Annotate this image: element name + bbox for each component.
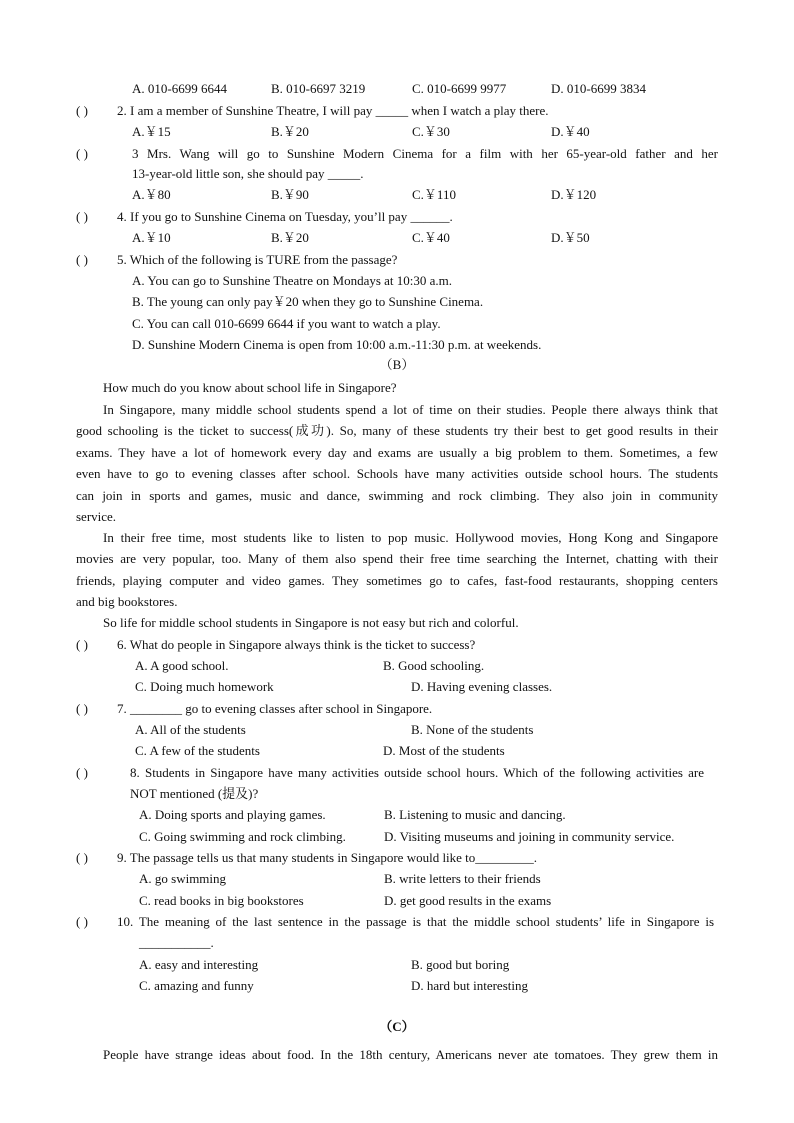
q10-stem-line1: 10. The meaning of the last sentence in the passage is that the middle school students’ life in Singapore is xyxy=(117,914,714,929)
q6-answer-bracket[interactable]: ( ) xyxy=(76,637,88,652)
q4-option-b[interactable]: B.￥20 xyxy=(271,230,309,245)
q9-option-d[interactable]: D. get good results in the exams xyxy=(384,893,552,908)
q3-stem-line2: 13-year-old little son, she should pay _____. xyxy=(132,166,364,181)
q3-option-b[interactable]: B.￥90 xyxy=(271,187,309,202)
q8-option-d[interactable]: D. Visiting museums and joining in community service. xyxy=(384,829,675,844)
q5-option-a[interactable]: A. You can go to Sunshine Theatre on Mondays at 10:30 a.m. xyxy=(132,273,453,288)
q8-option-c[interactable]: C. Going swimming and rock climbing. xyxy=(139,829,346,844)
q5-option-d[interactable]: D. Sunshine Modern Cinema is open from 10:00 a.m.-11:30 p.m. at weekends. xyxy=(132,337,542,352)
q1-option-d[interactable]: D. 010-6699 3834 xyxy=(551,81,646,96)
q7-option-a[interactable]: A. All of the students xyxy=(135,722,246,737)
q7-answer-bracket[interactable]: ( ) xyxy=(76,701,88,716)
q1-option-c[interactable]: C. 010-6699 9977 xyxy=(412,81,507,96)
q4-option-a[interactable]: A.￥10 xyxy=(132,230,171,245)
q1-option-b[interactable]: B. 010-6697 3219 xyxy=(271,81,366,96)
section-c-heading: （C） xyxy=(379,1019,415,1034)
q10-option-a[interactable]: A. easy and interesting xyxy=(139,957,259,972)
section-b-p2-line2: movies are very popular, too. Many of them also spend their free time searching the Internet, chatting with their xyxy=(76,551,718,566)
q7-option-b[interactable]: B. None of the students xyxy=(411,722,534,737)
q6-stem: 6. What do people in Singapore always think is the ticket to success? xyxy=(117,637,476,652)
q1-option-a[interactable]: A. 010-6699 6644 xyxy=(132,81,227,96)
q9-option-c[interactable]: C. read books in big bookstores xyxy=(139,893,304,908)
section-b-p3: So life for middle school students in Singapore is not easy but rich and colorful. xyxy=(103,615,519,630)
q2-stem: 2. I am a member of Sunshine Theatre, I will pay _____ when I watch a play there. xyxy=(117,103,549,118)
q10-answer-bracket[interactable]: ( ) xyxy=(76,914,88,929)
q7-stem: 7. ________ go to evening classes after school in Singapore. xyxy=(117,701,433,716)
section-b-p1-line1: In Singapore, many middle school students spend a lot of time on their studies. People there always think that xyxy=(103,402,718,417)
section-b-p1-line2: good schooling is the ticket to success(成功). So, many of these students try their best to get good results in their xyxy=(76,423,718,438)
q4-option-d[interactable]: D.￥50 xyxy=(551,230,590,245)
q9-answer-bracket[interactable]: ( ) xyxy=(76,850,88,865)
q5-stem: 5. Which of the following is TURE from the passage? xyxy=(117,252,398,267)
q9-option-b[interactable]: B. write letters to their friends xyxy=(384,871,541,886)
q8-answer-bracket[interactable]: ( ) xyxy=(76,765,88,780)
q10-stem-line2: ___________. xyxy=(139,935,214,950)
q4-answer-bracket[interactable]: ( ) xyxy=(76,209,88,224)
q8-option-a[interactable]: A. Doing sports and playing games. xyxy=(139,807,326,822)
q4-stem: 4. If you go to Sunshine Cinema on Tuesday, you’ll pay ______. xyxy=(117,209,453,224)
section-b-p1-line4: even have to go to evening classes after school. Schools have many activities outside school hours. The students xyxy=(76,466,718,481)
q6-option-d[interactable]: D. Having evening classes. xyxy=(411,679,553,694)
q4-option-c[interactable]: C.￥40 xyxy=(412,230,450,245)
q10-option-d[interactable]: D. hard but interesting xyxy=(411,978,528,993)
q10-option-b[interactable]: B. good but boring xyxy=(411,957,510,972)
q2-option-a[interactable]: A.￥15 xyxy=(132,124,171,139)
q7-option-d[interactable]: D. Most of the students xyxy=(383,743,505,758)
section-b-p1-line3: exams. They have a lot of homework every day and exams are usually a big problem to them. Sometimes, a few xyxy=(76,445,718,460)
q3-option-c[interactable]: C.￥110 xyxy=(412,187,456,202)
q3-answer-bracket[interactable]: ( ) xyxy=(76,146,88,161)
q8-stem-line1: 8. Students in Singapore have many activities outside school hours. Which of the following activities are xyxy=(130,765,704,780)
q9-stem: 9. The passage tells us that many students in Singapore would like to_________. xyxy=(117,850,538,865)
q3-option-a[interactable]: A.￥80 xyxy=(132,187,171,202)
q5-answer-bracket[interactable]: ( ) xyxy=(76,252,88,267)
q5-option-c[interactable]: C. You can call 010-6699 6644 if you want to watch a play. xyxy=(132,316,441,331)
q3-stem-line1: 3 Mrs. Wang will go to Sunshine Modern Cinema for a film with her 65-year-old father and her xyxy=(132,146,718,161)
q2-option-c[interactable]: C.￥30 xyxy=(412,124,450,139)
section-b-p2-line4: and big bookstores. xyxy=(76,594,178,609)
q6-option-c[interactable]: C. Doing much homework xyxy=(135,679,274,694)
section-b-heading: （B） xyxy=(379,357,415,372)
section-b-p2-line1: In their free time, most students like to listen to pop music. Hollywood movies, Hong Kong and Singapore xyxy=(103,530,718,545)
section-c-p1-line1: People have strange ideas about food. In the 18th century, Americans never ate tomatoes. They grew them in xyxy=(103,1047,718,1062)
q7-option-c[interactable]: C. A few of the students xyxy=(135,743,260,758)
q6-option-a[interactable]: A. A good school. xyxy=(135,658,229,673)
q9-option-a[interactable]: A. go swimming xyxy=(139,871,227,886)
q8-stem-line2: NOT mentioned (提及)? xyxy=(130,786,259,801)
section-b-p1-line5: can join in sports and games, music and dance, swimming and rock climbing. They also join in community xyxy=(76,488,718,503)
q6-option-b[interactable]: B. Good schooling. xyxy=(383,658,485,673)
section-b-p1-line6: service. xyxy=(76,509,117,524)
q8-option-b[interactable]: B. Listening to music and dancing. xyxy=(384,807,566,822)
q10-option-c[interactable]: C. amazing and funny xyxy=(139,978,254,993)
q5-option-b[interactable]: B. The young can only pay￥20 when they go to Sunshine Cinema. xyxy=(132,294,484,309)
q2-option-b[interactable]: B.￥20 xyxy=(271,124,309,139)
section-b-p2-line3: friends, playing computer and video games. They sometimes go to cafes, fast-food restaurants, shopping centers xyxy=(76,573,718,588)
q2-option-d[interactable]: D.￥40 xyxy=(551,124,590,139)
section-b-title: How much do you know about school life in Singapore? xyxy=(103,380,397,395)
q2-answer-bracket[interactable]: ( ) xyxy=(76,103,88,118)
q3-option-d[interactable]: D.￥120 xyxy=(551,187,597,202)
